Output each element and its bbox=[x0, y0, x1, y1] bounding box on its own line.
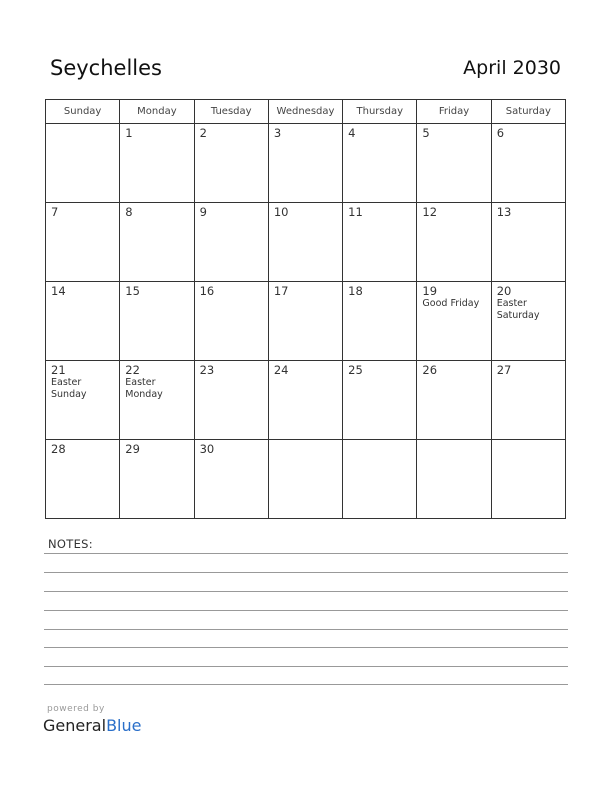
day-number: 2 bbox=[199, 126, 207, 140]
calendar-week-row bbox=[46, 124, 566, 203]
generalblue-logo[interactable] bbox=[43, 716, 141, 735]
weekday-header: Friday bbox=[417, 100, 491, 124]
calendar-day-cell bbox=[194, 282, 268, 361]
calendar-day-cell bbox=[268, 440, 342, 519]
calendar-day-cell bbox=[417, 282, 491, 361]
day-number: 24 bbox=[273, 363, 289, 377]
calendar-day-cell bbox=[46, 440, 120, 519]
calendar-day-cell bbox=[194, 440, 268, 519]
calendar-day-cell bbox=[491, 124, 565, 203]
notes-line bbox=[44, 591, 568, 592]
brand-name-part1: General bbox=[43, 716, 107, 735]
notes-line bbox=[44, 610, 568, 611]
day-number: 5 bbox=[422, 126, 430, 140]
notes-line bbox=[44, 666, 568, 667]
calendar-day-cell bbox=[46, 361, 120, 440]
calendar-day-cell bbox=[194, 203, 268, 282]
calendar-country-title: Seychelles bbox=[50, 56, 162, 80]
weekday-header: Wednesday bbox=[268, 100, 342, 124]
calendar-day-cell bbox=[343, 361, 417, 440]
calendar-day-cell bbox=[343, 440, 417, 519]
day-number: 6 bbox=[496, 126, 505, 140]
powered-by-text: powered by bbox=[47, 704, 105, 714]
weekday-header-row bbox=[46, 100, 566, 124]
calendar-day-cell bbox=[343, 282, 417, 361]
weekday-header: Monday bbox=[120, 100, 194, 124]
calendar-day-cell bbox=[268, 282, 342, 361]
calendar-day-cell bbox=[268, 203, 342, 282]
day-number: 23 bbox=[199, 363, 215, 377]
day-number: 30 bbox=[199, 442, 215, 456]
day-number: 15 bbox=[125, 284, 140, 298]
day-number: 3 bbox=[273, 126, 282, 140]
calendar-grid bbox=[45, 99, 566, 512]
calendar-day-cell bbox=[417, 203, 491, 282]
notes-label: NOTES: bbox=[48, 537, 93, 551]
calendar-day-cell bbox=[417, 124, 491, 203]
day-number: 22 bbox=[125, 363, 140, 377]
day-number: 19 bbox=[422, 284, 438, 298]
notes-line bbox=[44, 629, 568, 630]
brand-name-part2: Blue bbox=[106, 716, 142, 735]
calendar-day-cell bbox=[46, 282, 120, 361]
weekday-header: Tuesday bbox=[194, 100, 268, 124]
calendar-day-cell bbox=[120, 361, 194, 440]
day-number: 27 bbox=[496, 363, 512, 377]
calendar-week-row bbox=[46, 282, 566, 361]
calendar-day-cell bbox=[417, 361, 491, 440]
day-number: 25 bbox=[348, 363, 363, 377]
calendar-day-cell bbox=[417, 440, 491, 519]
day-number: 28 bbox=[51, 442, 66, 456]
calendar-week-row bbox=[46, 440, 566, 519]
calendar-week-row bbox=[46, 203, 566, 282]
holiday-label: Good Friday bbox=[422, 298, 480, 309]
day-number: 13 bbox=[496, 205, 512, 219]
calendar-day-cell bbox=[194, 361, 268, 440]
calendar-day-cell bbox=[46, 203, 120, 282]
calendar-day-cell bbox=[491, 361, 565, 440]
calendar-day-cell bbox=[46, 124, 120, 203]
holiday-label: Easter Saturday bbox=[496, 298, 540, 321]
calendar-table bbox=[45, 99, 566, 519]
day-number: 21 bbox=[51, 363, 66, 377]
day-number: 11 bbox=[348, 205, 363, 219]
notes-line bbox=[44, 684, 568, 685]
weekday-header: Saturday bbox=[491, 100, 565, 124]
day-number: 7 bbox=[51, 205, 59, 219]
calendar-day-cell bbox=[343, 124, 417, 203]
day-number: 18 bbox=[348, 284, 363, 298]
day-number: 4 bbox=[348, 126, 356, 140]
day-number: 9 bbox=[199, 205, 207, 219]
calendar-day-cell bbox=[120, 124, 194, 203]
holiday-label: Easter Sunday bbox=[51, 377, 87, 400]
calendar-day-cell bbox=[491, 282, 565, 361]
notes-line bbox=[44, 647, 568, 648]
calendar-day-cell bbox=[120, 440, 194, 519]
calendar-day-cell bbox=[491, 203, 565, 282]
weekday-header: Sunday bbox=[46, 100, 120, 124]
calendar-day-cell bbox=[491, 440, 565, 519]
calendar-week-row bbox=[46, 361, 566, 440]
notes-line bbox=[44, 553, 568, 554]
calendar-day-cell bbox=[268, 361, 342, 440]
day-number: 20 bbox=[496, 284, 512, 298]
calendar-day-cell bbox=[120, 282, 194, 361]
day-number: 26 bbox=[422, 363, 438, 377]
day-number: 8 bbox=[125, 205, 133, 219]
day-number: 16 bbox=[199, 284, 215, 298]
weekday-header: Thursday bbox=[343, 100, 417, 124]
calendar-day-cell bbox=[268, 124, 342, 203]
calendar-day-cell bbox=[194, 124, 268, 203]
holiday-label: Easter Monday bbox=[125, 377, 163, 400]
calendar-day-cell bbox=[120, 203, 194, 282]
calendar-month-title: April 2030 bbox=[463, 57, 561, 79]
calendar-day-cell bbox=[343, 203, 417, 282]
day-number: 10 bbox=[273, 205, 289, 219]
notes-line bbox=[44, 572, 568, 573]
day-number: 14 bbox=[51, 284, 66, 298]
day-number: 29 bbox=[125, 442, 140, 456]
day-number: 1 bbox=[125, 126, 133, 140]
day-number: 17 bbox=[273, 284, 289, 298]
day-number: 12 bbox=[422, 205, 438, 219]
